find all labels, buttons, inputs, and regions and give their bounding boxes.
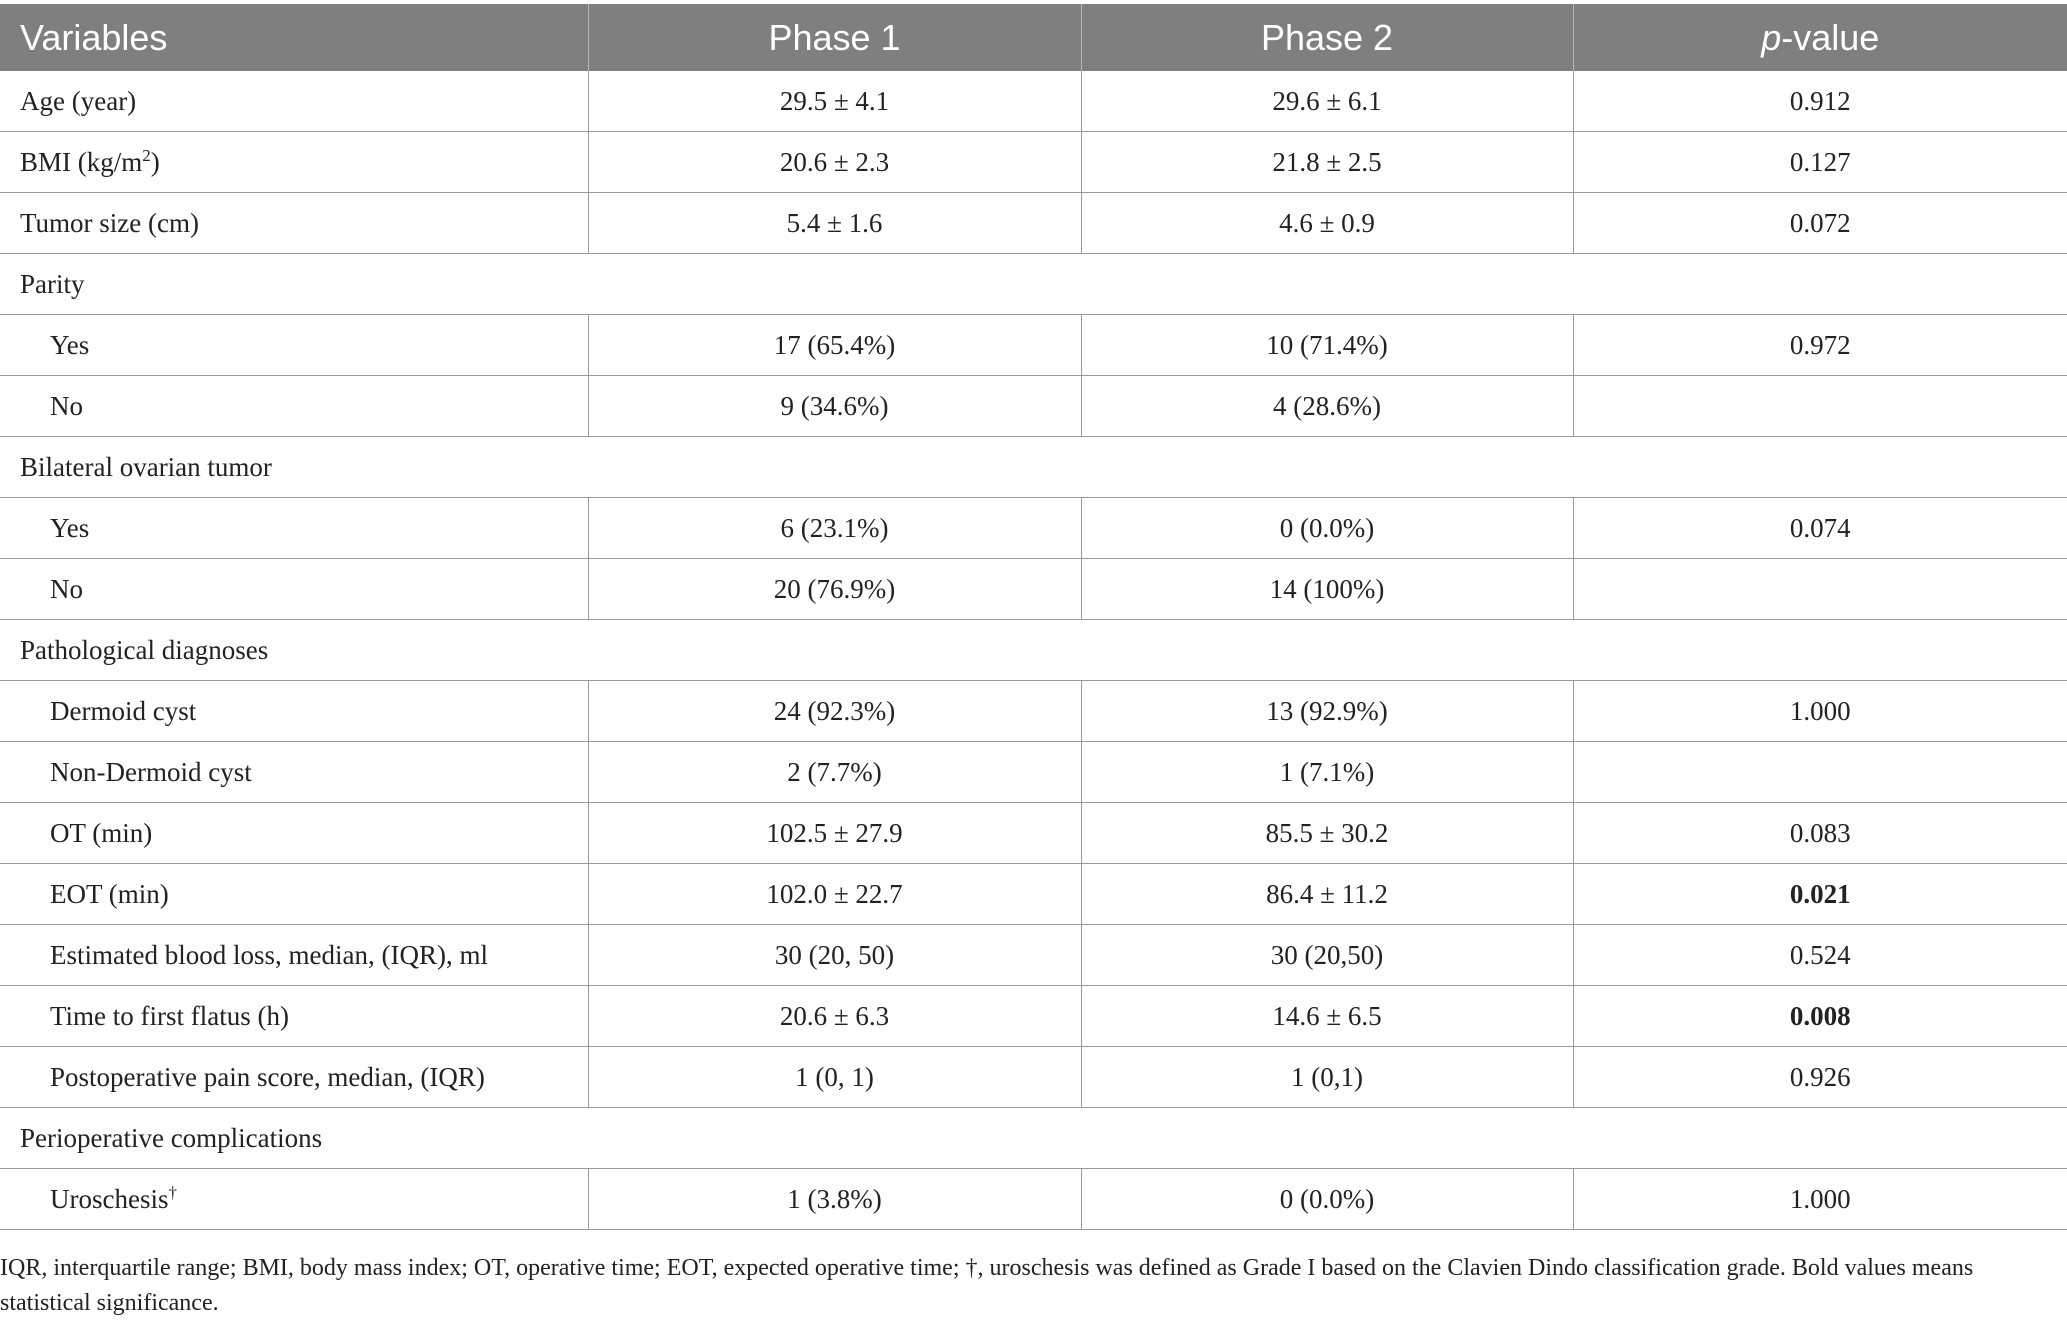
row-label-cell — [0, 1047, 588, 1108]
header-row — [0, 4, 2067, 71]
table-body — [0, 71, 2067, 1230]
p-value — [1573, 376, 2067, 437]
phase-1-value: 24 (92.3%) — [588, 681, 1081, 742]
phase-2-value: 0 (0.0%) — [1081, 498, 1573, 559]
group-row — [0, 1108, 2067, 1169]
table-row — [0, 1169, 2067, 1230]
phase-2-value: 86.4 ± 11.2 — [1081, 864, 1573, 925]
row-label-cell — [0, 193, 588, 254]
row-label: Time to first flatus (h) — [50, 1000, 289, 1031]
row-label: No — [50, 573, 83, 604]
table-row — [0, 986, 2067, 1047]
row-label: Postoperative pain score, median, (IQR) — [50, 1061, 485, 1092]
phase-1-value: 102.5 ± 27.9 — [588, 803, 1081, 864]
table-row — [0, 1047, 2067, 1108]
row-label: Parity — [20, 268, 85, 299]
phase-1-value: 2 (7.7%) — [588, 742, 1081, 803]
phase-1-value: 29.5 ± 4.1 — [588, 71, 1081, 132]
row-label-cell — [0, 559, 588, 620]
table-row — [0, 315, 2067, 376]
row-label: Non-Dermoid cyst — [50, 756, 252, 787]
group-row — [0, 437, 2067, 498]
row-label-superscript: † — [168, 1183, 177, 1202]
p-value: 0.912 — [1573, 71, 2067, 132]
table-row — [0, 864, 2067, 925]
row-label-tail: ) — [150, 147, 160, 177]
row-label: Age (year) — [20, 85, 137, 116]
row-label: BMI (kg/m — [20, 147, 143, 177]
phase-2-value: 85.5 ± 30.2 — [1081, 803, 1573, 864]
phase-1-value: 9 (34.6%) — [588, 376, 1081, 437]
row-label-cell — [0, 681, 588, 742]
phase-2-value: 1 (0,1) — [1081, 1047, 1573, 1108]
phase-1-value: 102.0 ± 22.7 — [588, 864, 1081, 925]
table-row — [0, 71, 2067, 132]
p-value: 1.000 — [1573, 681, 2067, 742]
phase-2-value: 30 (20,50) — [1081, 925, 1573, 986]
row-label-cell — [0, 71, 588, 132]
group-row — [0, 254, 2067, 315]
row-label-cell — [0, 742, 588, 803]
header-p-rest: -value — [1781, 16, 1880, 58]
table-row — [0, 925, 2067, 986]
phase-1-value: 6 (23.1%) — [588, 498, 1081, 559]
p-value: 0.972 — [1573, 315, 2067, 376]
row-label-cell — [0, 437, 2067, 498]
row-label: Uroschesis — [50, 1184, 169, 1214]
table-row — [0, 132, 2067, 193]
header-phase-1: Phase 1 — [588, 4, 1081, 71]
header-phase-2: Phase 2 — [1081, 4, 1573, 71]
header-variables: Variables — [0, 4, 588, 71]
table-row — [0, 559, 2067, 620]
row-label: Bilateral ovarian tumor — [20, 451, 272, 482]
p-value: 0.072 — [1573, 193, 2067, 254]
header-p-italic: p — [1761, 16, 1782, 58]
phase-1-value: 30 (20, 50) — [588, 925, 1081, 986]
phase-2-value: 0 (0.0%) — [1081, 1169, 1573, 1230]
data-table — [0, 4, 2067, 1230]
phase-2-value: 1 (7.1%) — [1081, 742, 1573, 803]
phase-2-value: 14.6 ± 6.5 — [1081, 986, 1573, 1047]
p-value: 0.008 — [1573, 986, 2067, 1047]
row-label-cell — [0, 1108, 2067, 1169]
row-label: EOT (min) — [50, 878, 169, 909]
row-label: OT (min) — [50, 817, 153, 848]
phase-2-value: 29.6 ± 6.1 — [1081, 71, 1573, 132]
table-row — [0, 681, 2067, 742]
row-label: Tumor size (cm) — [20, 207, 199, 238]
row-label-cell — [0, 803, 588, 864]
p-value: 0.074 — [1573, 498, 2067, 559]
table-row — [0, 376, 2067, 437]
phase-2-value: 14 (100%) — [1081, 559, 1573, 620]
row-label: Perioperative complications — [20, 1122, 323, 1153]
row-label: No — [50, 390, 83, 421]
row-label: Dermoid cyst — [50, 695, 197, 726]
p-value: 0.127 — [1573, 132, 2067, 193]
phase-1-value: 5.4 ± 1.6 — [588, 193, 1081, 254]
row-label-cell — [0, 1169, 588, 1230]
phase-1-value: 20.6 ± 2.3 — [588, 132, 1081, 193]
phase-2-value: 21.8 ± 2.5 — [1081, 132, 1573, 193]
phase-2-value: 4 (28.6%) — [1081, 376, 1573, 437]
p-value: 0.926 — [1573, 1047, 2067, 1108]
phase-2-value: 4.6 ± 0.9 — [1081, 193, 1573, 254]
header-p-value — [1573, 4, 2067, 71]
p-value — [1573, 559, 2067, 620]
phase-2-value: 13 (92.9%) — [1081, 681, 1573, 742]
p-value: 0.021 — [1573, 864, 2067, 925]
row-label: Pathological diagnoses — [20, 634, 269, 665]
phase-1-value: 1 (0, 1) — [588, 1047, 1081, 1108]
phase-1-value: 17 (65.4%) — [588, 315, 1081, 376]
row-label: Yes — [50, 512, 90, 543]
p-value: 1.000 — [1573, 1169, 2067, 1230]
row-label-cell — [0, 986, 588, 1047]
phase-1-value: 20 (76.9%) — [588, 559, 1081, 620]
table-row — [0, 803, 2067, 864]
p-value — [1573, 742, 2067, 803]
group-row — [0, 620, 2067, 681]
row-label: Estimated blood loss, median, (IQR), ml — [50, 939, 488, 970]
row-label-cell — [0, 925, 588, 986]
row-label-cell — [0, 498, 588, 559]
row-label-cell — [0, 132, 588, 193]
row-label-cell — [0, 254, 2067, 315]
row-label: Yes — [50, 329, 90, 360]
table-row — [0, 498, 2067, 559]
row-label-cell — [0, 315, 588, 376]
p-value: 0.524 — [1573, 925, 2067, 986]
table-row — [0, 193, 2067, 254]
row-label-cell — [0, 620, 2067, 681]
table-row — [0, 742, 2067, 803]
phase-1-value: 1 (3.8%) — [588, 1169, 1081, 1230]
row-label-cell — [0, 864, 588, 925]
row-label-superscript: 2 — [142, 146, 151, 165]
p-value: 0.083 — [1573, 803, 2067, 864]
table-footnote: IQR, interquartile range; BMI, body mass index; OT, operative time; EOT, expected operative time; †, uroschesis was defined as Grade I based on the Clavien Dindo classification grade. Bold values means statistical significance. — [0, 1255, 1974, 1316]
phase-1-value: 20.6 ± 6.3 — [588, 986, 1081, 1047]
row-label-cell — [0, 376, 588, 437]
phase-2-value: 10 (71.4%) — [1081, 315, 1573, 376]
